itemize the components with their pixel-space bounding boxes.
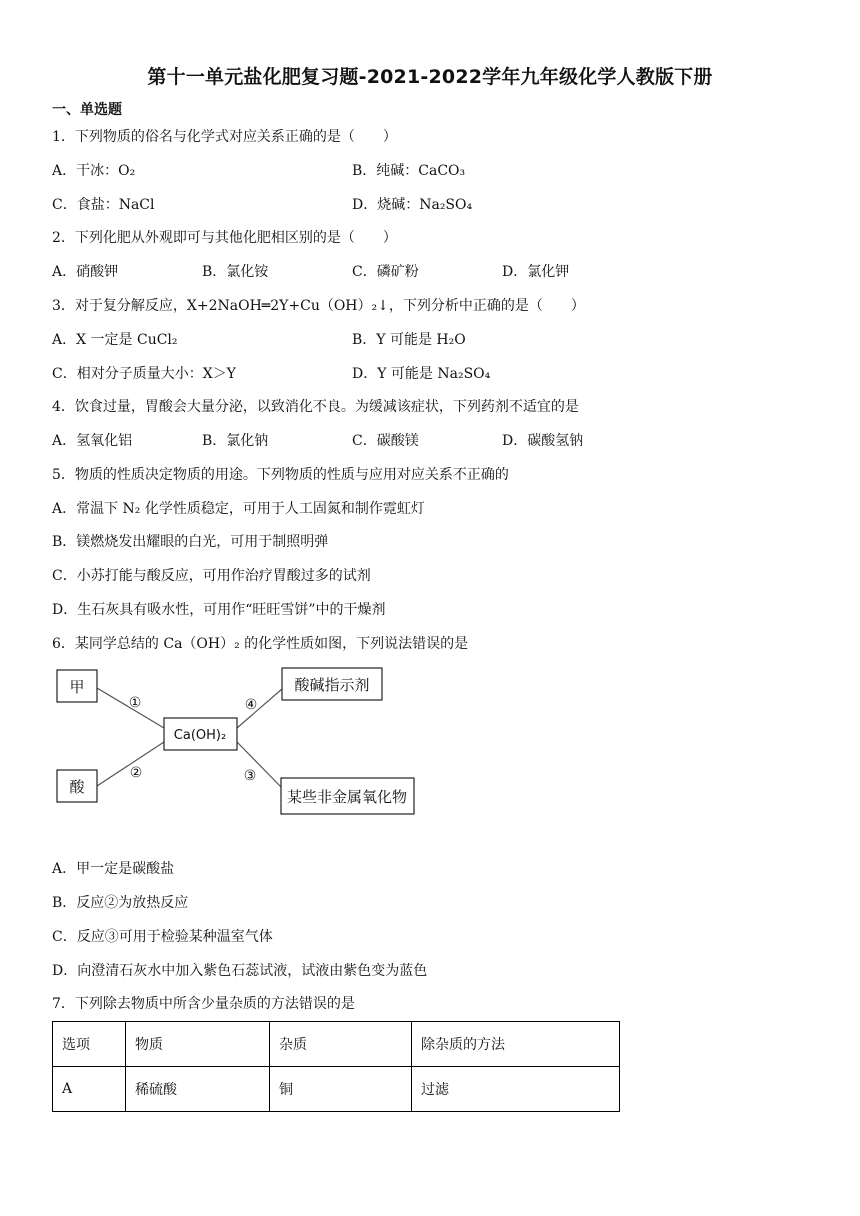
q7-stem: 7．下列除去物质中所含少量杂质的方法错误的是 [52,996,355,1012]
table-header-cell: 物质 [126,1022,270,1067]
q2-option-b: B．氯化铵 [202,264,269,280]
q4-option-d: D．碳酸氢钠 [502,433,584,449]
table-header-cell: 除杂质的方法 [412,1022,620,1067]
number-1: ① [128,695,142,711]
q5-option-d: D．生石灰具有吸水性，可用作“旺旺雪饼”中的干燥剂 [52,602,386,618]
table-cell: A [53,1067,126,1112]
table-cell: 铜 [270,1067,412,1112]
label-jia: 甲 [69,678,85,696]
q1-option-b: B．纯碱：CaCO₃ [352,163,466,179]
table-header-cell: 选项 [53,1022,126,1067]
label-nonmetal-oxide: 某些非金属氧化物 [286,788,408,806]
table-cell: 过滤 [412,1067,620,1112]
q1-option-c: C．食盐：NaCl [52,197,155,213]
q5-stem: 5．物质的性质决定物质的用途。下列物质的性质与应用对应关系不正确的 [52,467,509,483]
q6-option-b: B．反应②为放热反应 [52,895,189,911]
q4-option-a: A．氢氧化铝 [52,433,133,449]
q4-option-b: B．氯化钠 [202,433,269,449]
number-4: ④ [244,697,258,713]
impurity-table [52,1021,620,1112]
q2-option-c: C．磷矿粉 [352,264,419,280]
q4-stem: 4．饮食过量，胃酸会大量分泌，以致消化不良。为缓减该症状，下列药剂不适宜的是 [52,399,579,415]
q6-stem: 6．某同学总结的 Ca（OH）₂ 的化学性质如图，下列说法错误的是 [52,636,469,652]
q1-option-a: A．干冰：O₂ [52,163,136,179]
label-acid: 酸 [69,778,85,796]
table-row [53,1067,620,1112]
caoh2-properties-diagram [54,664,424,822]
number-3: ③ [243,768,257,784]
label-indicator: 酸碱指示剂 [294,676,370,694]
q1-option-d: D．烧碱：Na₂SO₄ [352,197,473,213]
table-header-cell: 杂质 [270,1022,412,1067]
q6-option-c: C．反应③可用于检验某种温室气体 [52,929,273,945]
number-2: ② [129,765,143,781]
document-title: 第十一单元盐化肥复习题-2021-2022学年九年级化学人教版下册 [147,66,713,88]
q4-option-c: C．碳酸镁 [352,433,419,449]
q5-option-a: A．常温下 N₂ 化学性质稳定，可用于人工固氮和制作霓虹灯 [52,501,425,517]
q3-option-d: D．Y 可能是 Na₂SO₄ [352,366,491,382]
q1-stem: 1．下列物质的俗名与化学式对应关系正确的是（ ） [52,129,397,145]
q2-option-d: D．氯化钾 [502,264,570,280]
label-center: Ca(OH)₂ [173,728,227,743]
q2-option-a: A．硝酸钾 [52,264,119,280]
table-cell: 稀硫酸 [126,1067,270,1112]
table-header-row [53,1022,620,1067]
q3-option-c: C．相对分子质量大小：X＞Y [52,366,236,382]
q5-option-b: B．镁燃烧发出耀眼的白光，可用于制照明弹 [52,534,329,550]
q3-option-b: B．Y 可能是 H₂O [352,332,466,348]
q2-stem: 2．下列化肥从外观即可与其他化肥相区别的是（ ） [52,230,397,246]
q6-option-d: D．向澄清石灰水中加入紫色石蕊试液，试液由紫色变为蓝色 [52,963,428,979]
section-heading: 一、单选题 [52,102,122,118]
q3-stem: 3．对于复分解反应，X+2NaOH═2Y+Cu（OH）₂↓，下列分析中正确的是（ ） [52,298,585,314]
q6-option-a: A．甲一定是碳酸盐 [52,861,175,877]
q3-option-a: A．X 一定是 CuCl₂ [52,332,178,348]
q5-option-c: C．小苏打能与酸反应，可用作治疗胃酸过多的试剂 [52,568,371,584]
